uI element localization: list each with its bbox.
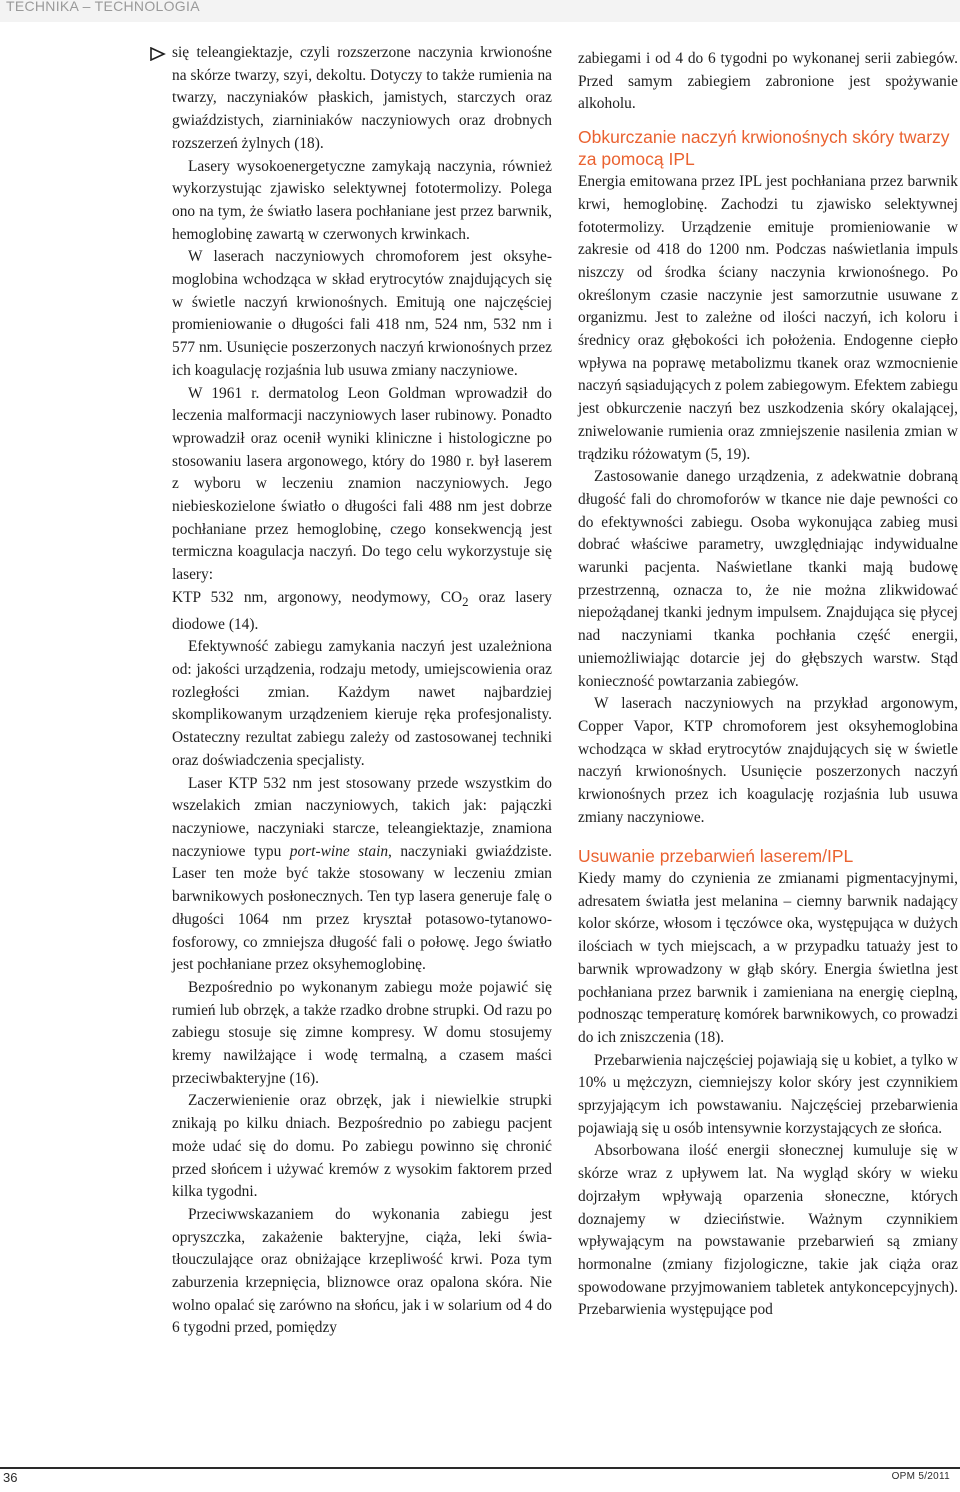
paragraph: Lasery wysokoenergetyczne zamykają naczynia, również wykorzystując zjawisko selektywnej fototermolizy. Polega ono na tym, że światło lasera pochłaniane jest przez barwnik, hemoglobinę zawartą w czerwonych krwinkach. — [172, 157, 552, 243]
paragraph: zabiegami i od 4 do 6 tygodni po wykonanej serii zabiegów. Przed samym zabiegiem zabronione jest spożywanie alkoholu. — [578, 50, 958, 113]
paragraph: Energia emitowana przez IPL jest pochłaniana przez barwnik krwi, hemoglobinę. Zachodzi tu zjawisko selektywnej fototermolizy. Urządzenie emituje promieniowanie w zakresie od 418 do 1200 nm. Podczas naświetlania impuls niszczy od środka ściany naczynia krwionośnego. Po określonym czasie naczynie jest samorzutnie usuwane z organizmu. Jest to zależne od ilości naczyń, ich koloru i średnicy oraz głębokości ich położenia. Endogenne ciepło wpływa na poprawę metabolizmu tkanek oraz wzmocnienie naczyń sąsiadujących z polem zabiegowym. Efektem zabiegu jest obkurczenie naczyń bez uszkodzenia skóry okalającej, zniwelowanie rumienia oraz zmniejszenie nasilenia zmian w trądziku różowatym (5, 19). — [578, 173, 958, 463]
journal-issue: OPM 5/2011 — [891, 1471, 950, 1482]
ktp-line-start: KTP 532 nm, argonowy, neodymowy, CO — [172, 588, 463, 606]
paragraph: Przeciwwskazaniem do wykonania zabiegu jest opryszczka, zakażenie bakteryjne, ciąża, leki światłouczulające oraz obniżające krzepliwość krwi. Poza tym zaburzenia krzepnięcia, bliznowce oraz opalona skóra. Nie wolno opalać się zarówno na słońcu, jak i w solarium od 4 do 6 tygodni przed, pomiędzy — [172, 1205, 552, 1337]
paragraph-text: , naczyniaki gwiaździste. Laser ten może być także stosowany w leczeniu zmian barwnikowych posłonecznych. Ten typ lasera generuje falę o długości 1064 nm przez kryształ potasowo-tytanowo-fosforowy, co zmniejsza długość fali o połowę. Jego światło jest pochłaniane przez oksyhemoglobinę. — [172, 842, 552, 974]
paragraph-ktp — [172, 587, 552, 636]
paragraph: W laserach naczyniowych chromoforem jest oksyhemoglobina wchodząca w skład erytrocytów znajdujących się w świetle naczyń krwionośnych. Emitują one najczęściej promieniowanie o długości fali 418 nm, 524 nm, 532 nm i 577 nm. Usunięcie poszerzonych naczyń krwionośnych przez ich koagulację rozjaśnia lub usuwa zmiany naczyniowe. — [172, 248, 552, 379]
paragraph: Zaczerwienienie oraz obrzęk, jak i niewielkie strupki znikają po kilku dniach. Bezpośrednio po zabiegu pacjent może udać się do domu. Po zabiegu powinno się chronić przed słońcem i używać kremów z wysokim faktorem przed kilka tygodni. — [172, 1092, 552, 1201]
paragraph-ktp-laser — [172, 773, 552, 977]
paragraph: W laserach naczyniowych na przykład argonowym, Copper Vapor, KTP chromoforem jest oksyhemoglobina wchodząca w skład erytrocytów znajdujących się w świetle naczyń krwionośnych. Usunięcie poszerzonych naczyń krwionośnych przez ich koagulację rozjaśnia lub usuwa zmiany naczyniowe. — [578, 695, 958, 826]
page-number: 36 — [3, 1470, 18, 1485]
paragraph: Efektywność zabiegu zamykania naczyń jest uzależniona od: jakości urządzenia, rodzaju metody, umiejscowienia oraz rozległości zmian. Każdym nawet najbardziej skomplikowanym urządzeniem kieruje ręka profesjonalisty. Ostateczny rezultat zabiegu zależy od zastosowanej techniki oraz doświadczenia specjalisty. — [172, 638, 552, 769]
ktp-line-end: oraz lasery diodowe (14). — [172, 588, 552, 633]
triangle-arrow-icon — [150, 47, 166, 61]
footer-rule — [0, 1467, 960, 1469]
paragraph: Bezpośrednio po wykonanym zabiegu może pojawić się rumień lub obrzęk, a także rzadko drobne strupki. Od razu po zabiegu stosuje się zimne kompresy. W domu stosujemy kremy nawilżające i wodę termalną, a czasem maści przeciwbakteryjne (16). — [172, 978, 552, 1087]
right-column — [578, 48, 958, 1322]
paragraph: Absorbowana ilość energii słonecznej kumuluje się w skórze wraz z upływem lat. Na wygląd skóry w wieku dojrzałym wpływają oparzenia słoneczne, których doznajemy w dzieciństwie. Ważnym czynnikiem wpływającym na powstawanie przebarwień są zmiany hormonalne (zmiany fizjologiczne, takie jak ciąża oraz spowodowane przyjmowaniem tabletek antykoncepcyjnych). Przebarwienia występujące pod — [578, 1142, 958, 1319]
paragraph: się teleangiektazje, czyli rozszerzone naczynia krwionośne na skórze twarzy, szyi, dekoltu. Dotyczy to także rumienia na twarzy, naczyniaków płaskich, jamistych, starczych oraz gwiaździstych, ziarniniaków naczyniowych oraz drobnych rozszerzeń żylnych (18). — [172, 44, 552, 152]
left-column — [172, 42, 552, 1340]
paragraph: W 1961 r. dermatolog Leon Goldman wprowadził do leczenia malformacji naczyniowych laser rubinowy. Ponadto wprowadził oraz ocenił wyniki kliniczne i histologiczne po stosowaniu lasera argonowego, który do 1980 r. był laserem z wyboru w leczeniu znamion naczyniowych. Jego niebieskozielone światło o długości fali 488 nm jest dobrze pochłaniane przez hemoglobinę, czego konsekwencją jest termiczna koagulacja naczyń. Do tego celu wykorzystuje się lasery: — [172, 384, 552, 584]
paragraph: Kiedy mamy do czynienia ze zmianami pigmentacyjnymi, adresatem światła jest melanina – ciemny barwnik nadający kolor skórze, włosom i tęczówce oka, występująca w dużych ilościach w tych miejscach, a w przypadku tatuaży jest to barwnik wprowadzony w głąb skóry. Energia świetlna jest pochłaniana przez barwnik i zamieniana na energię cieplną, podnosząc temperaturę komórek barwnikowych, co prowadzi do ich zniszczenia (18). — [578, 870, 958, 1046]
co2-subscript: 2 — [462, 594, 469, 609]
section-heading-ipl-vessels: Obkurczanie naczyń krwionośnych skóry twarzy za pomocą IPL — [578, 127, 950, 169]
section-heading-discoloration: Usuwanie przebarwień laserem/IPL — [578, 845, 854, 866]
paragraph: Zastosowanie danego urządzenia, z adekwatnie dobraną długość fali do chromoforów w tkance nie daje pewności co do efektywności zabiegu. Osoba wykonująca zabieg musi dobrać właściwe parametry, uwzględniając indywidualne warunki pacjenta. Naświetlane tkanki mają budowę przestrzenną, oznacza to, że nie można zlikwidować niepożądanej tkanki jednym impulsem. Znajdująca się płycej nad naczyniami tkanka pochłania część energii, uniemożliwiając dotarcie jej do głębszych warstw. Stąd konieczność powtarzania zabiegów. — [578, 468, 958, 690]
paragraph-text: Laser KTP 532 nm jest stosowany przede wszystkim do wszelakich zmian naczyniowych, takich jak: pajączki naczyniowe, naczyniaki starcze, teleangiektazje, znamiona naczyniowe typu — [172, 774, 552, 860]
paragraph: Przebarwienia najczęściej pojawiają się u kobiet, a tylko w 10% u mężczyzn, ciemniejszy kolor skóry jest czynnikiem sprzyjającym ich powstawaniu. Najczęściej przebarwienia pojawiają się u osób intensywnie korzystających ze słońca. — [578, 1051, 958, 1137]
port-wine-stain-term: port-wine stain — [289, 842, 389, 860]
section-header — [0, 0, 960, 22]
section-title: TECHNIKA – TECHNOLOGIA — [6, 0, 200, 14]
